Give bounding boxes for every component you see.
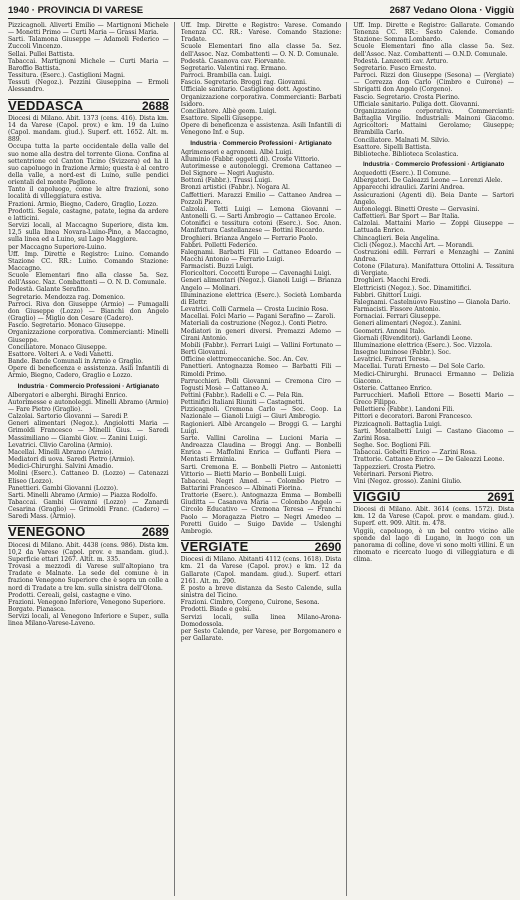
col1-top-entries [8, 22, 169, 94]
venegono-intro [8, 542, 169, 628]
section-header-vergiate [181, 540, 342, 553]
entry: Prodotti. Biade e gelsi. [180, 606, 252, 614]
entry: Autorimesse e autonoleggi. Minelli Abramo (Armio) — Fare Pietro (Graglio). [8, 398, 169, 413]
entry: Conciliatore. Albè geom. Luigi. [180, 107, 277, 115]
entry: Opere di beneficenza e assistenza. Asili Infantili di Venegono Inf. e Sup. [180, 122, 342, 137]
entry: Occupa tutta la parte occidentale della valle del suo nome alla destra del torrente Giona. Confina al settentrione col Canton Ticino (Svizzera) ed ha il suo capoluogo in frazione Armio; questa è al centro della valle, a nord-est di Luino, sulle pendici orientali del monte Paglione. [8, 143, 169, 187]
entry: Tabaccai. Martignoni Michele — Curti Maria — Baroffio Battista. [8, 57, 169, 72]
entry: È posto a breve distanza da Sesto Calende, sulla sinistra del Ticino. [180, 584, 342, 600]
col2-business [181, 149, 342, 535]
column-1 [8, 22, 175, 896]
entry: Scuole Elementari fino alla classe 5a. Sez. dell'Assoc. Naz. Combattenti — O. N. D. Comunale. [180, 43, 342, 58]
section-name: VERGIATE [180, 539, 249, 555]
entry: Parrucchieri. Polli Giovanni — Cremona Ciro — Togusti Mosè — Cattaneo A. [180, 377, 342, 392]
section-number: 2688 [141, 98, 169, 113]
section-header-veddasca [8, 99, 169, 112]
entry: Cicli (Negoz.). Macchi Art. — Morandi. [353, 241, 474, 249]
entry: Ufficiale sanitario. Puliga dott. Giovanni. [353, 100, 480, 108]
entry: Illuminazione elettrica (Eserc.). Società Lombarda di Elettr. [180, 291, 342, 306]
entry: Segretario. Valentini rag. Ermano. [180, 64, 287, 72]
entry: Uff. Imp. Dirette e Registro: Gallarate. Comando Tenenza CC. RR.: Sesto Calende. Comando Stazione: Somma Lombardo. [353, 22, 515, 44]
entry: Farmacisti. Fissore Antonio. [353, 306, 441, 314]
entry: Esattore. Sipelli Giuseppe. [180, 115, 264, 123]
entry: Generi alimentari (Negoz.). Zanini. [353, 320, 462, 328]
veddasca-intro [8, 115, 169, 287]
entry: Sarti. Montalbetti Luigi — Castano Giacomo — Zarini Rosa. [353, 427, 515, 442]
section-name: VEDDASCA [8, 97, 84, 113]
entry: Opere di beneficenza e assistenza. Asili Infantili di Armio, Biegno, Cadero, Graglio e Lozzo. [8, 365, 169, 380]
entry: Vini (Negoz. grosso). Zanini Giulio. [353, 477, 462, 485]
entry: Diocesi di Milano. Abitanti 4112 (cens. 1618). Dista km. 21 da Varese (Capol. prov.) e km. 12 da Gallarate (Capol. mandam. giud.). Superf. ettari 2161. Alt. m. 290. [180, 556, 342, 585]
section-number: 2690 [314, 540, 342, 555]
vergiate-intro [181, 556, 342, 642]
entry: Chincaglieri. Beia Angelina. [353, 234, 440, 242]
entry: Acquedotti (Eserc.). Il Comune. [353, 170, 451, 178]
entry: Levatrici. Ferrari Teresa. [353, 356, 431, 364]
entry: Generi alimentari (Negoz.). Gianoli Luigi — Brianza Angelo — Molinari. [180, 277, 342, 292]
entry: Podestà. Lanzeotti cav. Arturo. [353, 57, 449, 65]
entry: Sellai. Pullei Battista. [8, 50, 75, 58]
entry: Geometri. Annoni Italo. [353, 327, 426, 335]
entry: Frazioni. Cimbro, Corgeno, Cuirone, Sesona. [180, 599, 320, 607]
entry: Farmacisti. Buzzi Luigi. [180, 263, 254, 271]
subsection-heading: Industria · Commercio Professioni · Artigianato [362, 160, 505, 168]
section-header-venegono [8, 525, 169, 538]
entry: Medici-Chirurghi. Salvini Amadio. [8, 463, 114, 471]
entry: Caffettieri. Marazzi Emilio — Cattaneo Andrea — Pozzoli Piero. [180, 191, 342, 206]
entry: per Maccagno Superiore-Luino. [8, 243, 107, 251]
entry: Scuole Elementari fino alla classe 5a. Sez. dell'Assoc. Naz. Combattenti — O. N. D. Comunale. [8, 272, 169, 287]
entry: Parrucchieri. Mafiolì Ettore — Bosetti Mario — Greco Filippo. [353, 391, 515, 407]
entry: Seghe. Soc. Boglioni Fili. [353, 442, 431, 450]
entry: Segretario. Mendozza rag. Domenico. [8, 293, 125, 301]
entry: Pettinì (Fabbr.). Radelli e C. — Pela Rin. [180, 391, 304, 399]
entry: Tessitura. (Eserc.). Castiglioni Magni. [8, 72, 125, 80]
entry: Uff. Imp. Dirette e Registro: Luino. Comando Stazione CC. RR.: Luino. Comando Stazione: Maccagno. [8, 250, 169, 272]
entry: Fascio. Segretario. Crosta Pierino. [353, 93, 460, 101]
entry: Pizzicagnoli. Aliverti Emilio — Martignoni Michele — Monetti Primo — Curti Maria — Grassi Maria. [8, 22, 169, 37]
entry: Fascio. Segretario. Monaco Giuseppe. [8, 322, 126, 330]
entry: Bande. Bande Comunali in Armio e Graglio. [8, 358, 144, 366]
entry: Scuole Elementari fino alla classe 5a. Sez. dell'Assoc. Naz. Combattenti — O.N.D. Comunale. [353, 43, 515, 58]
entry: Calzolai. Sartorio Giovanni — Saredi P. [8, 413, 129, 421]
entry: Calzolai. Mattaini Mario — Zoppi Giuseppe — Lattuada Enrico. [353, 220, 515, 235]
header-right: 2687 Vedano Olona · Viggiù [389, 5, 514, 16]
entry: Diocesi di Milano. Abit. 1373 (cens. 416). Dista km. 14 da Varese (Capol. prov.) e km. 19 da Luino (Capol. mandam. giud.). Superf. ett. 1652. Alt. m. 889. [8, 114, 169, 144]
entry: Pettinifici Italiani Riuniti — Castagnetti. [180, 399, 305, 407]
entry: Bottoni (Fabbr.). Trussi Luigi. [180, 177, 273, 185]
entry: Biblioteche. Biblioteca Scolastica. [353, 150, 459, 158]
entry: Trattorie. Cattaneo Enrico — De Galeazzi Leone. [353, 456, 505, 464]
entry: Materiali da costruzione (Negoz.). Conti Pietro. [180, 320, 328, 328]
entry: Cotonifici e tessitura cotoni (Eserc.). Soc. Anon. Manifattura Castellanzese — Bottini Riccardo. [180, 220, 342, 235]
entry: Falegnami. Castelnuovo Faustino — Gianola Dario. [353, 298, 511, 306]
entry: Fabbri. Ghittori Luigi. [353, 291, 422, 299]
entry: Levatrici. Colli Carmela — Crosta Lucinio Rosa. [180, 306, 329, 314]
entry: Tanto il capoluogo, come le altre frazioni, sono località di villeggiatura estiva. [8, 186, 169, 201]
header-left: 1940 · PROVINCIA DI VARESE [8, 5, 144, 16]
entry: Droghieri. Macchi Eredi. [353, 277, 431, 285]
columns [8, 22, 514, 896]
entry: Fabbri. Polletti Federico. [180, 241, 258, 249]
entry: Tappezzieri. Crosta Pietro. [353, 463, 436, 471]
subsection-heading: Industria · Commercio Professioni · Artigianato [190, 139, 332, 147]
col2-top-entries [181, 22, 342, 137]
entry: Mediatori in generi diversi. Premazzi Ademo — Cirani Antonio. [180, 327, 342, 342]
entry: Albergatori. De Galeazzi Leone — Lorenzi Alele. [353, 177, 503, 185]
entry: Bronzi artistici (Fabbr.). Nogara Al. [180, 184, 290, 192]
entry: Esattore. Sipelli Battista. [353, 143, 432, 151]
entry: Frazioni. Armio, Biegno, Cadero, Graglio, Lozzo. [8, 200, 158, 208]
entry: Mediatori di uova. Saredi Pietro (Armio). [8, 456, 135, 464]
entry: Agrimensori e agronomi. Albè Luigi. [180, 148, 294, 156]
veddasca-entries [8, 286, 169, 379]
entry: Insegne luminose (Fabbr.). Soc. [353, 349, 451, 357]
entry: Podestà. Galante Serafino. [8, 286, 90, 294]
entry: Falegnami. Barbatti Fili — Cattaneo Edoardo — Macchi Antonio — Ferrario Luigi. [180, 248, 342, 263]
entry: Ufficiale sanitario. Castiglione dott. Agostino. [180, 86, 322, 94]
entry: Macellai. Minelli Abramo (Armio). [8, 448, 114, 456]
column-2 [181, 22, 348, 896]
entry: Servizi locali, al Venegono Inferiore e Super., sulla linea Milano-Varese-Laveno. [8, 613, 169, 628]
entry: Fornaciai. Ferrari Giuseppe. [353, 313, 441, 321]
entry: Uff. Imp. Dirette e Registro: Varese. Comando Tenenza CC. RR.: Varese. Comando Stazione: Tradate. [180, 22, 342, 44]
entry: Servizi locali, sulla linea Milano-Arona-Domodossola. [180, 613, 342, 628]
veddasca-business [8, 392, 169, 521]
entry: Diocesi di Milano. Abit. 4438 (cens. 986). Dista km. 10,2 da Varese (Capol. prov. e mandam. giud.). Superficie ettari 1267. Altit. m. 335. [8, 541, 169, 563]
column-3 [353, 22, 514, 896]
entry: Veterinari. Personi Pietro. [353, 470, 434, 478]
entry: Sarti. Cremona E. — Bonbelli Pietro — Antonietti Vittorio — Bietti Mario — Bonbelli Luigi. [180, 463, 342, 478]
entry: Molini (Eserc.). Cattaneo D. (Lozzo) — Catenazzi Eliseo (Lozzo). [8, 470, 169, 485]
entry: Officine elettromeccaniche. Soc. An. Cev. [180, 356, 309, 364]
entry: Pizzicagnoli. Cremona Carlo — Soc. Coop. La Nazionale — Gianoli Luigi — Giuri Ambrogio. [180, 406, 342, 421]
entry: Calzolai. Tetti Luigi — Lemona Giovanni — Antonelli G. — Sarti Ambrogio — Cattaneo Ercole. [180, 205, 342, 221]
entry: Autorimesse e autonoleggi. Cremona Cattaneo — Del Signore — Negri Augusto. [180, 162, 342, 178]
entry: Assicurazioni (Agenti di). Beia Dante — Sartori Angelo. [353, 191, 515, 206]
entry: Tabaccai. Negri Amed. — Colombo Pietro — Battarini Francesco — Albinati Fiorina. [180, 477, 342, 492]
entry: Pittori e decoratori. Baroni Francesco. [353, 413, 473, 421]
entry: Prodotti. Cereali, gelsi, castagne e vino. [8, 591, 132, 599]
entry: Apparecchi idraulici. Zarini Andrea. [353, 184, 465, 192]
col3-top-entries [353, 22, 514, 158]
section-number: 2689 [141, 525, 169, 540]
entry: Mobili (Fabbr.). Ferrari Luigi — Vallini Fortunato — Bertì Giovanni. [180, 341, 342, 357]
entry: Organizzazione corporativa. Commercianti: Minelli Giuseppe. [8, 329, 169, 344]
entry: Viggiù, capoluogo, è un bel centro vicino alle sponde del lago di Lugano, in luogo con un panorama di colline, dove vi sono molti villini. È un rinomato e ricercato luogo di villeggiatura e di clima. [353, 527, 515, 564]
entry: Autonoleggi. Binetti Oreste — Gervasini. [353, 205, 480, 213]
entry: Diocesi di Milano. Abit. 3614 (cens. 1572). Dista km. 12 da Varese (Capol. prov. e mandam. giud.). Superf. ett. 909. Altit. m. 478. [353, 506, 515, 528]
entry: Fascio. Segretario. Broggi rag. Giovanni. [180, 79, 307, 87]
entry: Cotone (Filatura). Manifattura Ottolini A. Tessitura di Vergiate. [353, 263, 515, 278]
entry: Sarti. Minelli Abramo (Armio) — Piazza Rodolfo. [8, 491, 158, 499]
entry: Tessuti (Negoz.). Pezzini Giuseppina — Ermoli Alessandro. [8, 79, 169, 94]
entry: Sarti. Talamona Giuseppe — Adamoli Federico — Zuccoli Vincenzo. [8, 36, 169, 51]
section-number: 2691 [487, 490, 515, 504]
section-name: VIGGIÙ [353, 489, 401, 504]
entry: Alluminio (Fabbr. oggetti di). Croste Vittorio. [180, 155, 320, 163]
entry: Parroci. Rizzi don Giuseppe (Sesona) — (Vergiate) — Correzza don Carlo (Cimbro e Cuirone) — Sbrigatti don Angelo (Corgeno). [353, 72, 515, 94]
entry: Conciliatore. Monaco Giuseppe. [8, 343, 107, 351]
entry: Sarte. Vallini Carolina — Lucioni Maria — Andreazza Claudina — Broggi Ang. — Bonbelli Enrica — Maffolini Enrica — Guffanti Piera — Mentasti Erminia. [180, 434, 342, 464]
entry: Frazioni. Venegono Inferiore, Venegono Superiore. [8, 598, 166, 606]
entry: Albergatori e alberghi. Biraghi Enrico. [8, 391, 128, 399]
entry: Panettieri. Antognazza Romeo — Barbatti Fili — Rimoldi Primo. [180, 363, 342, 378]
entry: Costruzioni edili. Ferrari e Menzaghi — Zanini Andrea. [353, 248, 515, 263]
col3-business [353, 170, 514, 485]
entry: Droghieri. Brianza Angelo — Ferrario Paolo. [180, 234, 318, 242]
entry: Tabaccai. Gambi Giovanni (Lozzo) — Zanardi Cesarina (Graglio) — Grimoldi Franc. (Cadero) — Saredi Mass. (Armio). [8, 499, 169, 521]
entry: Trovasi a mezzodì di Varese sull'altopiano tra Tradate e Malnate. La sede del comune è in frazione Venegono Superiore che è sopra un colle a nord di Tradate a tre km. sulla sinistra dell'Olona. [8, 563, 169, 592]
entry: Medici-Chirurghi. Brunacci Ermanno — Delizia Giacomo. [353, 370, 515, 385]
entry: Macellai. Folci Mario — Pagani Serafino — Zaroli. [180, 313, 336, 321]
entry: Pizzicagnoli. Battaglia Luigi. [353, 420, 442, 428]
entry: Pellettiere (Fabbr.). Landoni Fili. [353, 406, 455, 414]
entry: Giornali (Rivenditori). Garlandi Leone. [353, 334, 473, 342]
entry: Ragionieri. Albè Arcangelo — Broggi G. — Larghi Luigi. [180, 420, 342, 435]
entry: per Sesto Calende, per Varese, per Borgomanero e per Gallarate. [180, 627, 342, 642]
entry: Osterie. Cattaneo Enrico. [353, 384, 432, 392]
subsection-heading: Industria · Commercio Professioni · Artigianato [17, 382, 160, 390]
page-header [8, 4, 514, 19]
entry: Trattorie (Eserc.). Antognazza Emma — Bombelli Giuditta — Casanova Maria — Colombo Angelo — Circolo Educativo — Cremona Teresa — Franchi Paolo — Moragazza Pietro — Negri Amedeo — Poretti Guido — Suigo Davide — Uslenghi Ambrogio. [180, 492, 342, 535]
entry: Organizzazione corporativa. Commercianti: Barbati Isidoro. [180, 93, 342, 108]
viggiu-intro [353, 506, 514, 563]
entry: Illuminazione elettrica (Eserc.). Soc. Vizzola. [353, 341, 493, 349]
entry: Tabaccai. Gobetti Enrico — Zarini Rosa. [353, 449, 477, 457]
entry: Panettieri. Gambi Giovanni (Lozzo). [8, 484, 119, 492]
entry: Floricoltori. Coccetti Europe — Cavenaghi Luigi. [180, 270, 332, 278]
section-name: VENEGONO [8, 524, 86, 540]
entry: Parroci. Brambilla can. Luigi. [180, 72, 272, 80]
section-header-viggiu [353, 490, 514, 503]
entry: Caffettieri. Bar Sport — Bar Italia. [353, 213, 460, 221]
entry: Borgate. Pianasca. [8, 606, 66, 614]
entry: Levatrici. Clivio Carolina (Armio). [8, 441, 113, 449]
entry: Generi alimentari (Negoz.). Angiolotti Maria — Grimoldi Francesco — Minelli Gius. — Saredi Massimiliano — Giambi Giov. — Zanini Luigi. [8, 420, 169, 442]
entry: Macellai. Turati Ernesto — Del Sole Carlo. [353, 363, 485, 371]
entry: Segretario. Fusco Ernesto. [353, 64, 437, 72]
entry: Conciliatore. Malnati M. Silvio. [353, 136, 450, 144]
entry: Podestà. Casanova cav. Fiorvante. [180, 57, 286, 65]
entry: Parroci. Riva don Giuseppe (Armio) — Fumagalli don Giuseppe (Lozzo) — Bianchi don Angelo (Graglio) — Miglio don Cesare (Cadero). [8, 300, 169, 323]
entry: Elettricisti (Negoz.). Soc. Dinamitifici. [353, 284, 472, 292]
entry: Esattore. Volteri A. e Vedi Vanetti. [8, 350, 114, 358]
entry: Prodotti. Segale, castagne, patate, legna da ardere e latticini. [8, 207, 169, 222]
entry: Organizzazione corporativa. Commercianti: Battaglia Virgilio. Industriali: Mainoni Giacomo. Agricoltori: Mattaini Gerolamo; Giuseppe; Brambilla Carlo. [353, 107, 515, 137]
entry: Servizi locali, al Maccagno Superiore, dista km. 12,5 sulla linea Novara-Luino-Pino, a Maccagno, sulla linea ed a Luino, sul Lago Maggiore. [8, 222, 169, 244]
